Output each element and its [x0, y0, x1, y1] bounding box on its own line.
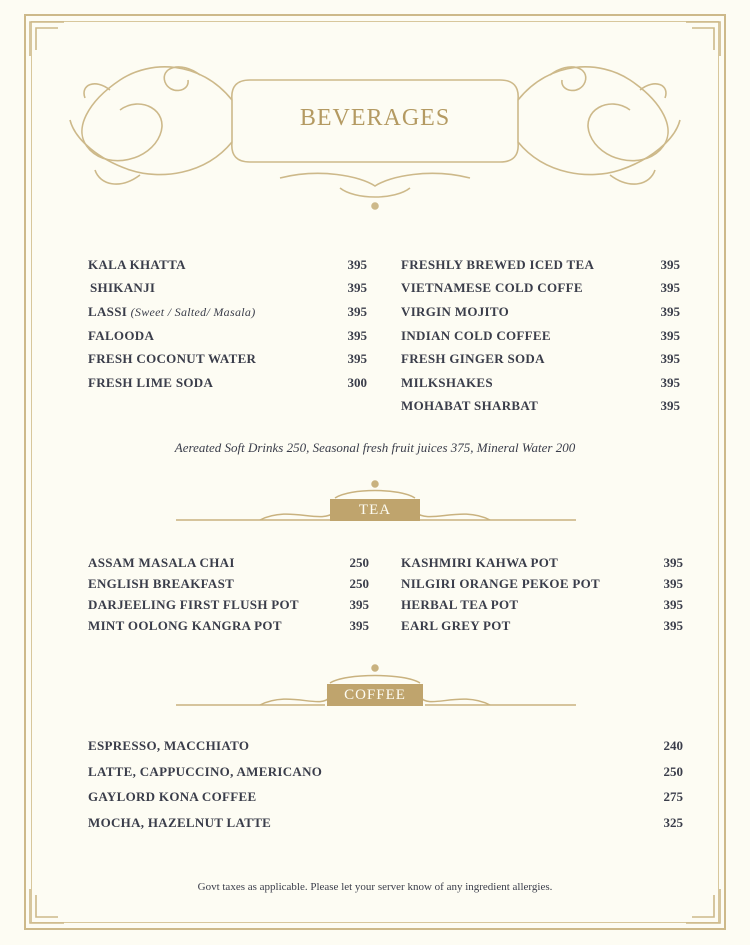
menu-item-name: ENGLISH BREAKFAST — [88, 576, 235, 591]
menu-item-price: 395 — [660, 375, 680, 390]
menu-item-name: HERBAL TEA POT — [401, 597, 519, 612]
menu-item-price: 240 — [663, 738, 683, 753]
menu-item-name: GAYLORD KONA COFFEE — [88, 789, 257, 804]
menu-item-name: NILGIRI ORANGE PEKOE POT — [401, 576, 600, 591]
menu-item-price: 395 — [347, 280, 367, 295]
menu-item-price: 395 — [663, 555, 683, 570]
menu-item-name: VIRGIN MOJITO — [401, 304, 510, 319]
menu-item-price: 250 — [349, 555, 369, 570]
menu-item-name: KALA KHATTA — [88, 257, 186, 272]
menu-item-price: 395 — [663, 618, 683, 633]
menu-item-name: EARL GREY POT — [401, 618, 511, 633]
menu-item-name: VIETNAMESE COLD COFFE — [401, 280, 583, 295]
menu-item-price: 395 — [663, 576, 683, 591]
menu-item-lassi — [88, 304, 256, 320]
menu-item-note: (Sweet / Salted/ Masala) — [130, 305, 256, 319]
menu-item-price: 395 — [660, 257, 680, 272]
menu-item-name: LATTE, CAPPUCCINO, AMERICANO — [88, 764, 323, 779]
coffee-heading: COFFEE — [327, 684, 423, 706]
menu-item-price: 395 — [660, 328, 680, 343]
menu-item-price: 395 — [663, 597, 683, 612]
menu-item-name: MOCHA, HAZELNUT LATTE — [88, 815, 272, 830]
menu-item-price: 395 — [347, 328, 367, 343]
menu-item-price: 395 — [660, 351, 680, 366]
menu-item-price: 395 — [660, 280, 680, 295]
menu-item-name: LASSI — [88, 304, 128, 319]
menu-item-price: 395 — [349, 597, 369, 612]
menu-item-name: FRESH GINGER SODA — [401, 351, 545, 366]
menu-item-price: 250 — [663, 764, 683, 779]
menu-item-price: 395 — [347, 257, 367, 272]
menu-item-name: FRESH COCONUT WATER — [88, 351, 257, 366]
beverages-note: Aereated Soft Drinks 250, Seasonal fresh fruit juices 375, Mineral Water 200 — [174, 440, 576, 455]
menu-item-price: 300 — [347, 375, 367, 390]
footer-note: Govt taxes as applicable. Please let your server know of any ingredient allergies. — [197, 881, 553, 893]
menu-item-price: 395 — [660, 398, 680, 413]
menu-item-price: 395 — [349, 618, 369, 633]
menu-item-name: MINT OOLONG KANGRA POT — [88, 618, 282, 633]
tea-heading: TEA — [330, 499, 420, 521]
menu-item-price: 395 — [660, 304, 680, 319]
menu-item-name: DARJEELING FIRST FLUSH POT — [88, 597, 299, 612]
menu-item-name: SHIKANJI — [90, 280, 156, 295]
menu-item-name: KASHMIRI KAHWA POT — [401, 555, 559, 570]
menu-item-price: 275 — [663, 789, 683, 804]
page-title: BEVERAGES — [299, 105, 451, 131]
menu-item-name: MILKSHAKES — [401, 375, 493, 390]
menu-item-name: FRESH LIME SODA — [88, 375, 214, 390]
menu-item-name: MOHABAT SHARBAT — [401, 398, 539, 413]
menu-item-name: FALOODA — [88, 328, 155, 343]
menu-item-name: INDIAN COLD COFFEE — [401, 328, 551, 343]
menu-item-price: 325 — [663, 815, 683, 830]
menu-item-price: 395 — [347, 304, 367, 319]
menu-item-price: 395 — [347, 351, 367, 366]
menu-item-price: 250 — [349, 576, 369, 591]
menu-item-name: ESPRESSO, MACCHIATO — [88, 738, 250, 753]
menu-item-name: FRESHLY BREWED ICED TEA — [401, 257, 595, 272]
menu-item-name: ASSAM MASALA CHAI — [88, 555, 235, 570]
